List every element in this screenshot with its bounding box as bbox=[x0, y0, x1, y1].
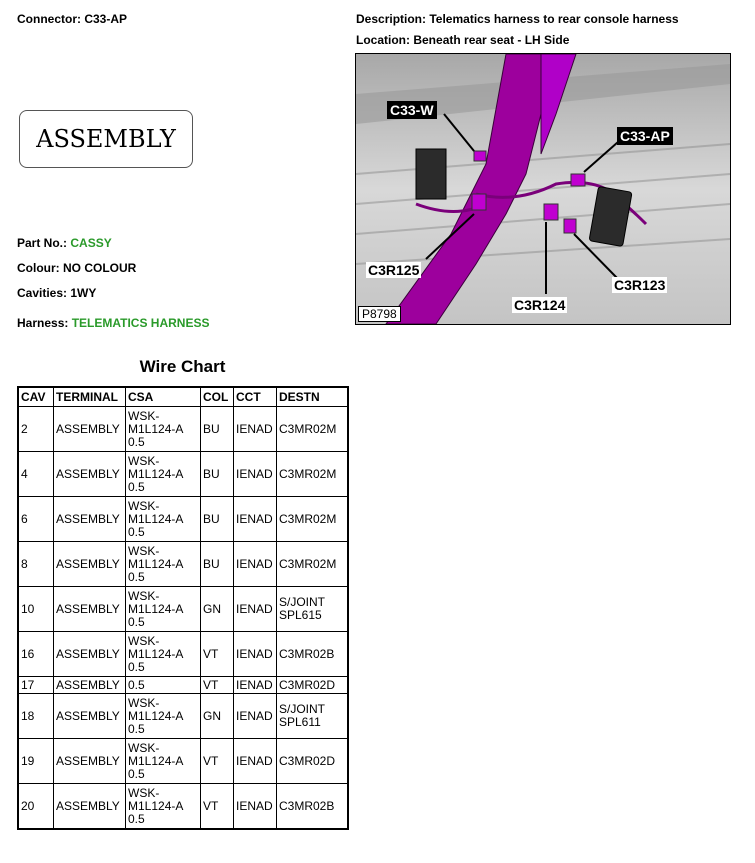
cavities-line bbox=[17, 286, 96, 300]
cell-terminal bbox=[54, 542, 126, 587]
cell-destn-text: C3MR02M bbox=[279, 556, 337, 571]
cell-destn-text: C3MR02B bbox=[279, 646, 335, 661]
cell-cav-text: 10 bbox=[21, 601, 35, 616]
cell-destn bbox=[277, 632, 349, 677]
cell-cct-text: IENAD bbox=[236, 556, 273, 571]
cell-csa-text: WSK- bbox=[128, 453, 160, 468]
cell-cav-text: 20 bbox=[21, 798, 35, 813]
cell-col-text: BU bbox=[203, 511, 220, 526]
cell-csa bbox=[126, 497, 201, 542]
cell-col-text: VT bbox=[203, 753, 219, 768]
cell-cav bbox=[18, 739, 54, 784]
cell-csa-text: M1L124-A bbox=[128, 556, 184, 571]
cell-cct-text: IENAD bbox=[236, 677, 273, 692]
header-terminal: TERMINAL bbox=[54, 387, 126, 407]
cell-cav-text: 4 bbox=[21, 466, 28, 481]
cell-col bbox=[201, 784, 234, 830]
description-label: Description: bbox=[356, 12, 427, 26]
cell-col bbox=[201, 694, 234, 739]
wire-chart-header-row bbox=[18, 387, 348, 407]
cell-cav bbox=[18, 587, 54, 632]
header-csa: CSA bbox=[126, 387, 201, 407]
cell-col-text: VT bbox=[203, 646, 219, 661]
cell-csa bbox=[126, 632, 201, 677]
cell-destn bbox=[277, 452, 349, 497]
cell-destn bbox=[277, 407, 349, 452]
cell-csa-text: WSK- bbox=[128, 633, 160, 648]
cell-csa-text: WSK- bbox=[128, 408, 160, 423]
cell-cav-text: 2 bbox=[21, 421, 28, 436]
cell-col-text: BU bbox=[203, 556, 220, 571]
cell-terminal bbox=[54, 677, 126, 694]
cell-col bbox=[201, 497, 234, 542]
part-no-label: Part No.: bbox=[17, 236, 68, 250]
cell-terminal bbox=[54, 632, 126, 677]
cell-col-text: GN bbox=[203, 708, 221, 723]
cell-csa-text: WSK- bbox=[128, 543, 160, 558]
location-line bbox=[356, 33, 569, 47]
cell-col bbox=[201, 452, 234, 497]
colour-value: NO COLOUR bbox=[63, 261, 137, 275]
cell-csa bbox=[126, 542, 201, 587]
cell-csa-text: M1L124-A bbox=[128, 753, 184, 768]
callout-c3r125: C3R125 bbox=[368, 262, 420, 278]
plug-c3r123 bbox=[564, 219, 576, 233]
cell-destn-text: C3MR02D bbox=[279, 677, 336, 692]
location-label: Location: bbox=[356, 33, 410, 47]
cell-cav bbox=[18, 497, 54, 542]
table-row bbox=[18, 497, 348, 542]
harness-label: Harness: bbox=[17, 316, 69, 330]
connector-line bbox=[17, 12, 127, 26]
table-row bbox=[18, 452, 348, 497]
cell-csa-text: 0.5 bbox=[128, 614, 145, 629]
cell-col bbox=[201, 632, 234, 677]
cell-destn-text: C3MR02D bbox=[279, 753, 336, 768]
assembly-box: ASSEMBLY bbox=[19, 110, 193, 168]
cell-terminal bbox=[54, 694, 126, 739]
cell-cav-text: 16 bbox=[21, 646, 35, 661]
cavities-value: 1WY bbox=[70, 286, 97, 300]
colour-label: Colour: bbox=[17, 261, 60, 275]
header-col: COL bbox=[201, 387, 234, 407]
cell-destn bbox=[277, 542, 349, 587]
cell-cct-text: IENAD bbox=[236, 601, 273, 616]
cell-csa-text: 0.5 bbox=[128, 721, 145, 736]
cell-destn-text: S/JOINT bbox=[279, 595, 326, 609]
cell-terminal bbox=[54, 452, 126, 497]
cell-terminal bbox=[54, 784, 126, 830]
cell-cav bbox=[18, 632, 54, 677]
callout-c3r124: C3R124 bbox=[514, 297, 566, 313]
cell-cav bbox=[18, 407, 54, 452]
cell-destn bbox=[277, 694, 349, 739]
cell-col-text: VT bbox=[203, 677, 219, 692]
cell-csa-text: M1L124-A bbox=[128, 646, 184, 661]
table-row bbox=[18, 632, 348, 677]
cell-terminal-text: ASSEMBLY bbox=[56, 753, 120, 768]
callout-c3r123: C3R123 bbox=[614, 277, 666, 293]
cell-csa bbox=[126, 694, 201, 739]
cell-csa-text: 0.5 bbox=[128, 434, 145, 449]
plug-c33w bbox=[474, 151, 486, 161]
cell-cct bbox=[234, 587, 277, 632]
cell-cav bbox=[18, 677, 54, 694]
plug-c33ap bbox=[571, 174, 585, 186]
cell-destn-text: S/JOINT bbox=[279, 702, 326, 716]
cell-terminal-text: ASSEMBLY bbox=[56, 466, 120, 481]
cell-cct-text: IENAD bbox=[236, 708, 273, 723]
cell-csa-text: M1L124-A bbox=[128, 466, 184, 481]
cell-col bbox=[201, 407, 234, 452]
cell-destn bbox=[277, 497, 349, 542]
cell-csa bbox=[126, 677, 201, 694]
cell-cav-text: 18 bbox=[21, 708, 35, 723]
table-row bbox=[18, 407, 348, 452]
cell-destn bbox=[277, 677, 349, 694]
cell-cct bbox=[234, 452, 277, 497]
cell-csa-text: M1L124-A bbox=[128, 511, 184, 526]
cell-cav-text: 19 bbox=[21, 753, 35, 768]
cell-cav-text: 6 bbox=[21, 511, 28, 526]
cell-col-text: BU bbox=[203, 421, 220, 436]
connector-value: C33-AP bbox=[84, 12, 128, 26]
cell-col bbox=[201, 587, 234, 632]
cell-terminal-text: ASSEMBLY bbox=[56, 421, 120, 436]
image-id: P8798 bbox=[358, 306, 401, 322]
cell-cct-text: IENAD bbox=[236, 798, 273, 813]
cell-csa bbox=[126, 739, 201, 784]
cell-csa bbox=[126, 587, 201, 632]
cell-csa-text: 0.5 bbox=[128, 569, 145, 584]
cell-terminal bbox=[54, 739, 126, 784]
cell-csa-text: M1L124-A bbox=[128, 798, 184, 813]
plug-c3r124 bbox=[544, 204, 558, 220]
cell-destn-text: C3MR02B bbox=[279, 798, 335, 813]
cell-terminal-text: ASSEMBLY bbox=[56, 798, 120, 813]
cell-cct bbox=[234, 694, 277, 739]
cell-cct-text: IENAD bbox=[236, 753, 273, 768]
table-row bbox=[18, 587, 348, 632]
cell-csa-text: 0.5 bbox=[128, 677, 145, 692]
cell-csa-text: 0.5 bbox=[128, 766, 145, 781]
cell-cct bbox=[234, 542, 277, 587]
cell-col bbox=[201, 739, 234, 784]
cell-csa-text: WSK- bbox=[128, 695, 160, 710]
cell-cav bbox=[18, 784, 54, 830]
cell-cav-text: 17 bbox=[21, 677, 35, 692]
cell-col bbox=[201, 542, 234, 587]
cell-csa bbox=[126, 407, 201, 452]
cell-terminal bbox=[54, 497, 126, 542]
cell-csa-text: WSK- bbox=[128, 740, 160, 755]
cell-cct bbox=[234, 497, 277, 542]
cell-csa bbox=[126, 452, 201, 497]
cell-cct bbox=[234, 784, 277, 830]
cell-terminal-text: ASSEMBLY bbox=[56, 601, 120, 616]
cell-terminal-text: ASSEMBLY bbox=[56, 646, 120, 661]
connector-c33w-body bbox=[416, 149, 446, 199]
header-cav: CAV bbox=[18, 387, 54, 407]
header-cct: CCT bbox=[234, 387, 277, 407]
cell-csa-text: 0.5 bbox=[128, 811, 145, 826]
table-row bbox=[18, 542, 348, 587]
cell-csa-text: M1L124-A bbox=[128, 708, 184, 723]
table-row bbox=[18, 694, 348, 739]
description-value: Telematics harness to rear console harness bbox=[429, 12, 679, 26]
cell-csa-text: M1L124-A bbox=[128, 601, 184, 616]
cell-csa-text: 0.5 bbox=[128, 659, 145, 674]
colour-line bbox=[17, 261, 136, 275]
cell-col-text: GN bbox=[203, 601, 221, 616]
cell-cct bbox=[234, 407, 277, 452]
harness-line bbox=[17, 316, 210, 330]
cell-csa-text: 0.5 bbox=[128, 479, 145, 494]
cell-terminal-text: ASSEMBLY bbox=[56, 708, 120, 723]
cell-destn bbox=[277, 784, 349, 830]
callout-c33ap: C33-AP bbox=[617, 127, 673, 145]
cell-terminal bbox=[54, 587, 126, 632]
cell-cct-text: IENAD bbox=[236, 421, 273, 436]
table-row bbox=[18, 677, 348, 694]
cell-cct-text: IENAD bbox=[236, 511, 273, 526]
connector-label: Connector: bbox=[17, 12, 81, 26]
table-row bbox=[18, 784, 348, 830]
cell-col bbox=[201, 677, 234, 694]
location-photo bbox=[355, 53, 731, 325]
cell-terminal-text: ASSEMBLY bbox=[56, 511, 120, 526]
cell-csa-text: WSK- bbox=[128, 588, 160, 603]
location-value: Beneath rear seat - LH Side bbox=[413, 33, 570, 47]
harness-value: TELEMATICS HARNESS bbox=[71, 316, 210, 330]
cell-destn-text: C3MR02M bbox=[279, 511, 337, 526]
cell-destn-text: SPL615 bbox=[279, 608, 322, 622]
cell-cct-text: IENAD bbox=[236, 466, 273, 481]
cell-csa-text: M1L124-A bbox=[128, 421, 184, 436]
cell-destn-text: C3MR02M bbox=[279, 421, 337, 436]
cell-terminal-text: ASSEMBLY bbox=[56, 556, 120, 571]
cell-csa bbox=[126, 784, 201, 830]
callout-c33w: C33-W bbox=[387, 101, 437, 119]
cell-cav bbox=[18, 542, 54, 587]
cell-csa-text: WSK- bbox=[128, 498, 160, 513]
cell-destn bbox=[277, 587, 349, 632]
header-destn: DESTN bbox=[277, 387, 349, 407]
wire-chart-table bbox=[17, 386, 349, 830]
cell-destn bbox=[277, 739, 349, 784]
plug-c3r125 bbox=[472, 194, 486, 210]
table-row bbox=[18, 739, 348, 784]
cell-csa-text: 0.5 bbox=[128, 524, 145, 539]
cell-cav bbox=[18, 452, 54, 497]
cavities-label: Cavities: bbox=[17, 286, 68, 300]
cell-col-text: BU bbox=[203, 466, 220, 481]
cell-destn-text: SPL611 bbox=[279, 715, 321, 729]
cell-cav bbox=[18, 694, 54, 739]
cell-cct-text: IENAD bbox=[236, 646, 273, 661]
cell-cct bbox=[234, 632, 277, 677]
cell-col-text: VT bbox=[203, 798, 219, 813]
cell-cav-text: 8 bbox=[21, 556, 28, 571]
cell-terminal-text: ASSEMBLY bbox=[56, 677, 120, 692]
wire-chart-body bbox=[18, 407, 348, 830]
cell-cct bbox=[234, 739, 277, 784]
cell-terminal bbox=[54, 407, 126, 452]
photo-drawing bbox=[356, 54, 730, 324]
description-line bbox=[356, 12, 679, 26]
part-no-value: CASSY bbox=[70, 236, 112, 250]
cell-destn-text: C3MR02M bbox=[279, 466, 337, 481]
part-no-line bbox=[17, 236, 112, 250]
wire-chart-title: Wire Chart bbox=[139, 357, 226, 376]
cell-cct bbox=[234, 677, 277, 694]
cell-csa-text: WSK- bbox=[128, 785, 160, 800]
